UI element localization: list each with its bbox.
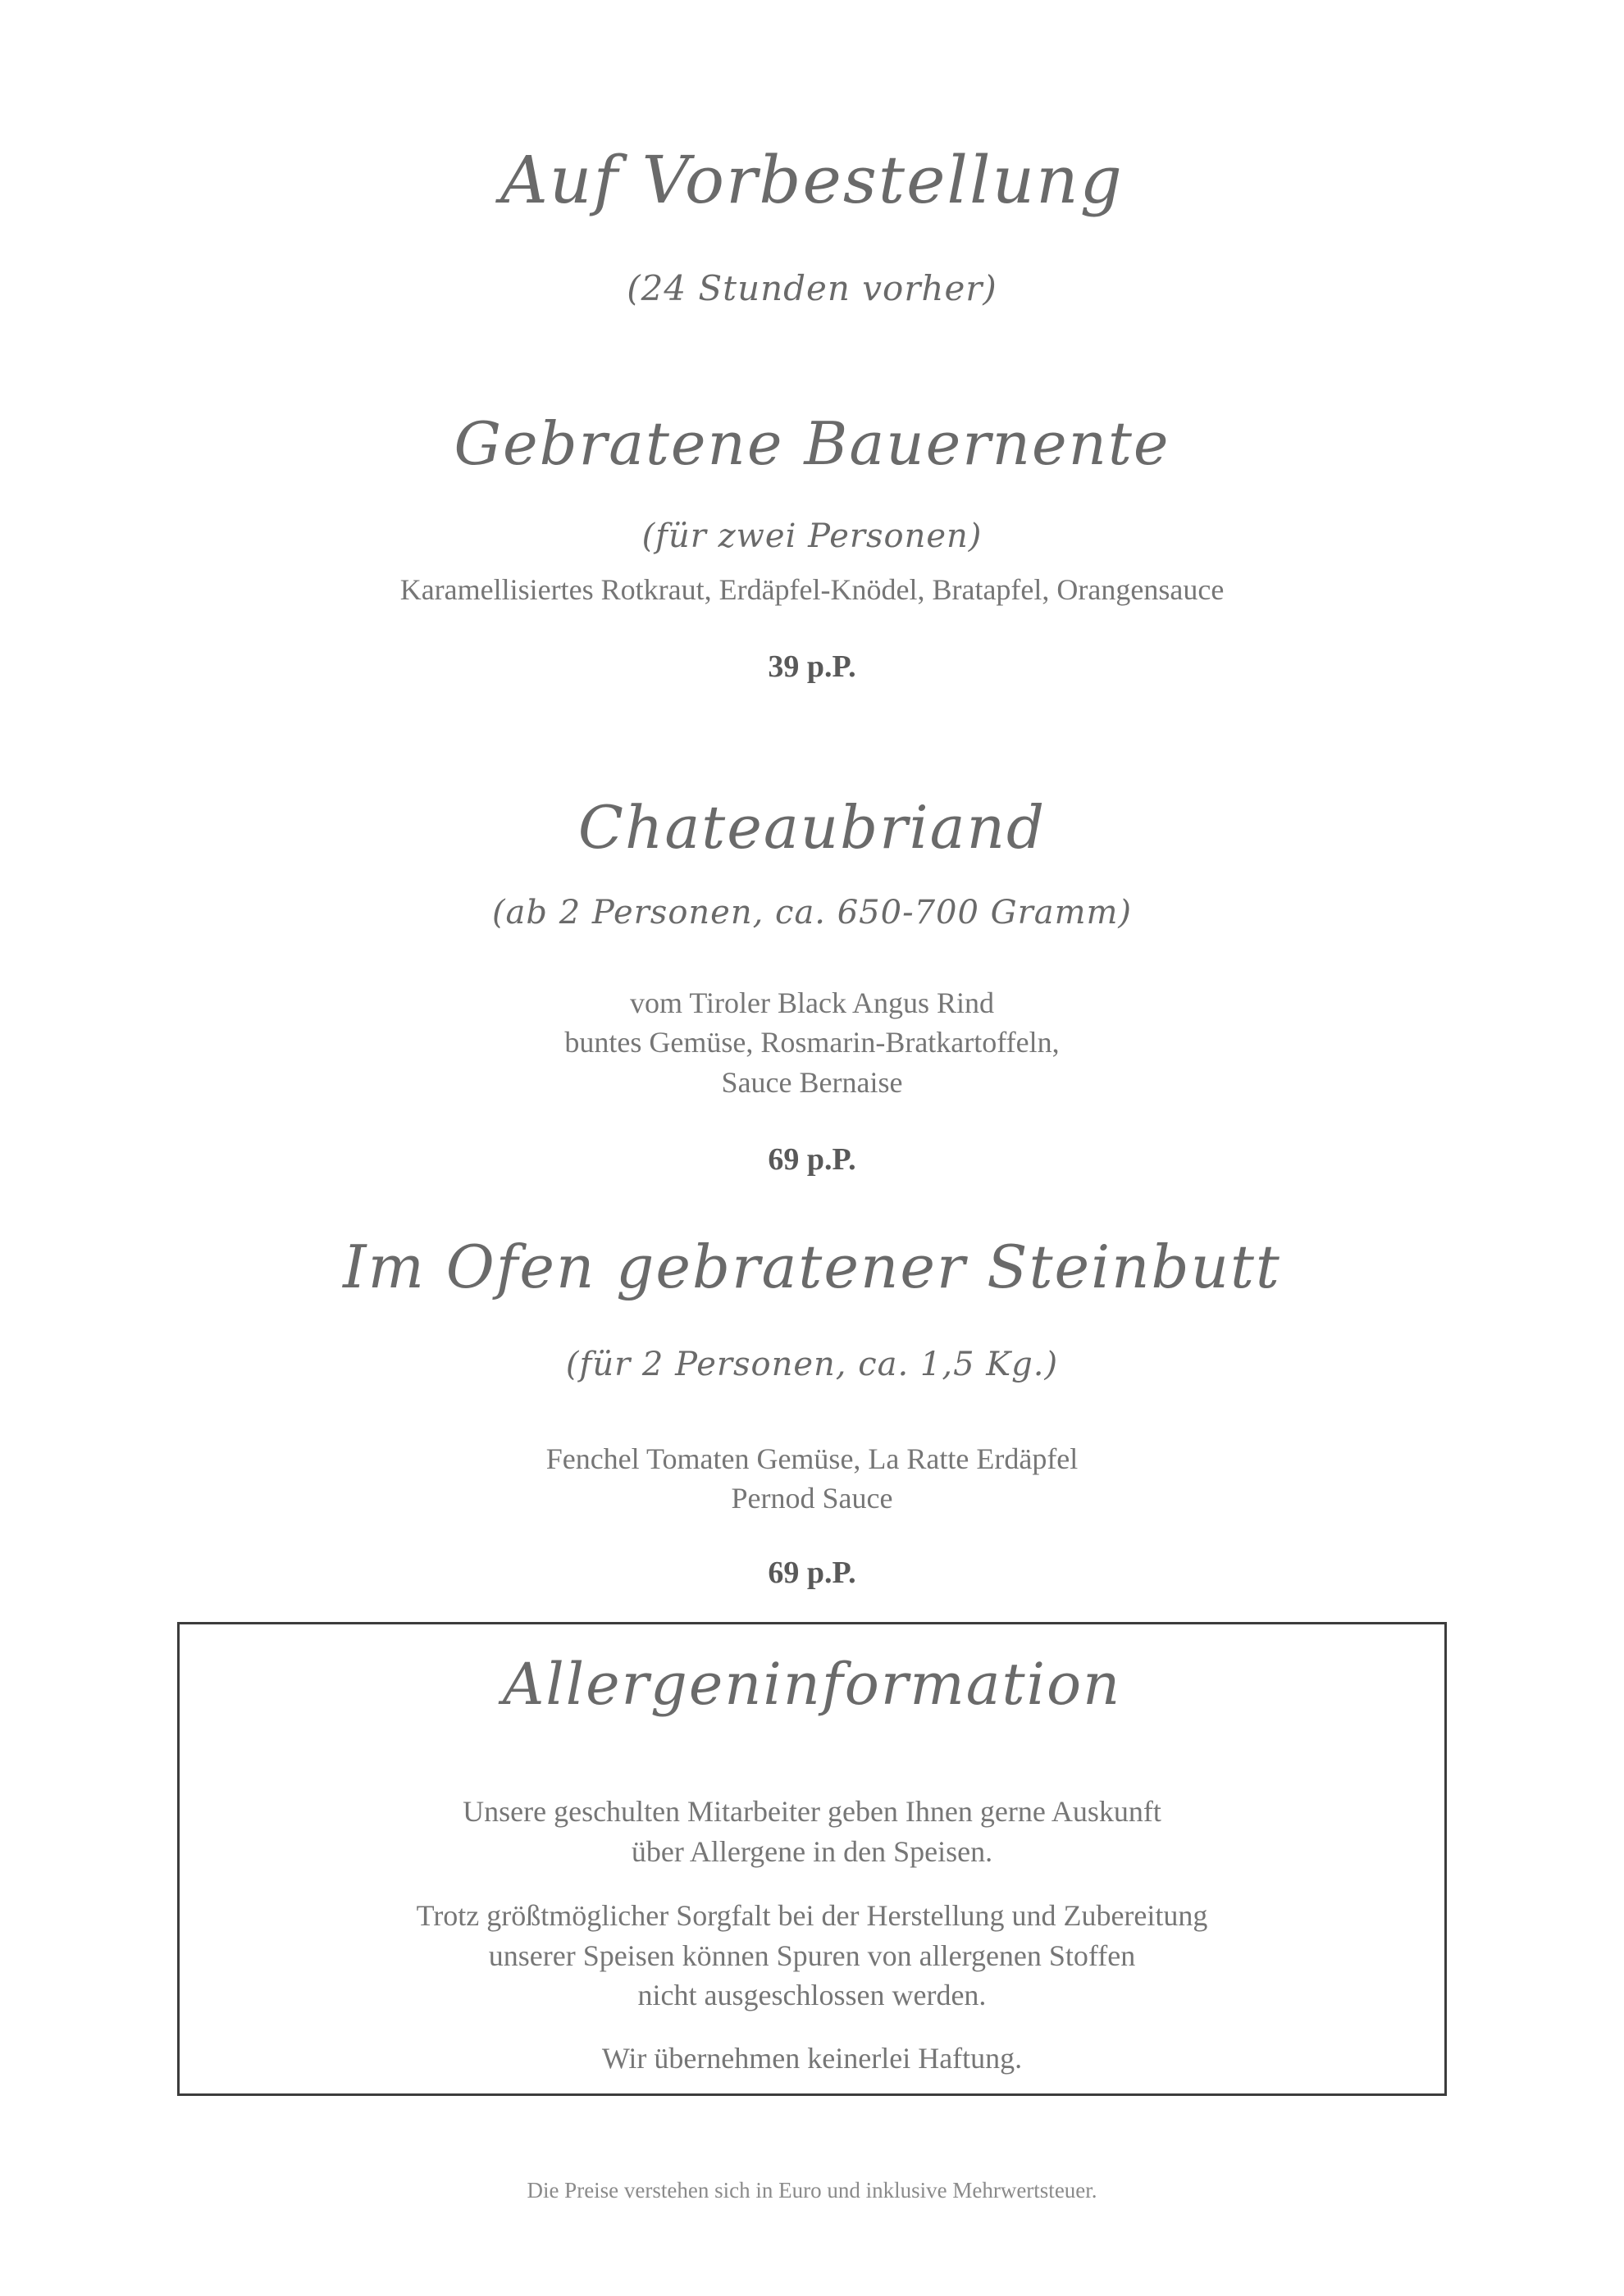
price-disclaimer: Die Preise verstehen sich in Euro und inklusive Mehrwertsteuer. <box>527 2177 1097 2203</box>
dish-description-line: Sauce Bernaise <box>721 1065 903 1099</box>
menu-item-chateaubriand <box>0 790 1624 1180</box>
allergen-paragraph-1 <box>204 1792 1420 1871</box>
allergen-paragraph-line: Wir übernehmen keinerlei Haftung. <box>601 2042 1023 2075</box>
dish-description-line: Karamellisiertes Rotkraut, Erdäpfel-Knödel, Bratapfel, Orangensauce <box>399 573 1225 607</box>
menu-item-steinbutt <box>0 1229 1624 1593</box>
dish-note: (ab 2 Personen, ca. 650-700 Gramm) <box>491 893 1133 932</box>
allergen-info-box <box>177 1622 1447 2096</box>
dish-name: Gebratene Bauernente <box>454 408 1170 478</box>
allergen-paragraph-line: Trotz größtmöglicher Sorgfalt bei der Herstellung und Zubereitung <box>416 1899 1208 1933</box>
allergen-paragraph-line: über Allergene in den Speisen. <box>631 1834 993 1868</box>
allergen-paragraph-line: Unsere geschulten Mitarbeiter geben Ihnen gerne Auskunft <box>463 1795 1161 1829</box>
dish-description <box>0 1439 1624 1519</box>
dish-description <box>0 570 1624 610</box>
menu-item-bauernente <box>0 406 1624 688</box>
dish-name: Im Ofen gebratener Steinbutt <box>343 1232 1281 1301</box>
allergen-title: Allergeninformation <box>502 1651 1122 1719</box>
dish-price: 69 p.P. <box>768 1555 856 1590</box>
dish-description-line: buntes Gemüse, Rosmarin-Bratkartoffeln, <box>564 1026 1060 1059</box>
dish-name: Chateaubriand <box>577 793 1047 863</box>
allergen-paragraph-line: unserer Speisen können Spuren von allergenen Stoffen <box>488 1938 1136 1972</box>
dish-description-line: Pernod Sauce <box>731 1482 893 1515</box>
dish-description-line: vom Tiroler Black Angus Rind <box>629 986 995 1019</box>
allergen-paragraph-3 <box>204 2039 1420 2079</box>
allergen-paragraph-line: nicht ausgeschlossen werden. <box>637 1979 987 2012</box>
dish-price: 69 p.P. <box>768 1141 856 1177</box>
dish-price: 39 p.P. <box>768 649 856 684</box>
dish-note: (für 2 Personen, ca. 1,5 Kg.) <box>565 1345 1059 1383</box>
dish-description <box>0 983 1624 1103</box>
page-subtitle: (24 Stunden vorher) <box>627 268 997 308</box>
dish-note: (für zwei Personen) <box>641 517 983 556</box>
dish-description-line: Fenchel Tomaten Gemüse, La Ratte Erdäpfel <box>545 1442 1079 1475</box>
allergen-paragraph-2 <box>204 1896 1420 2016</box>
page-title: Auf Vorbestellung <box>500 142 1124 218</box>
